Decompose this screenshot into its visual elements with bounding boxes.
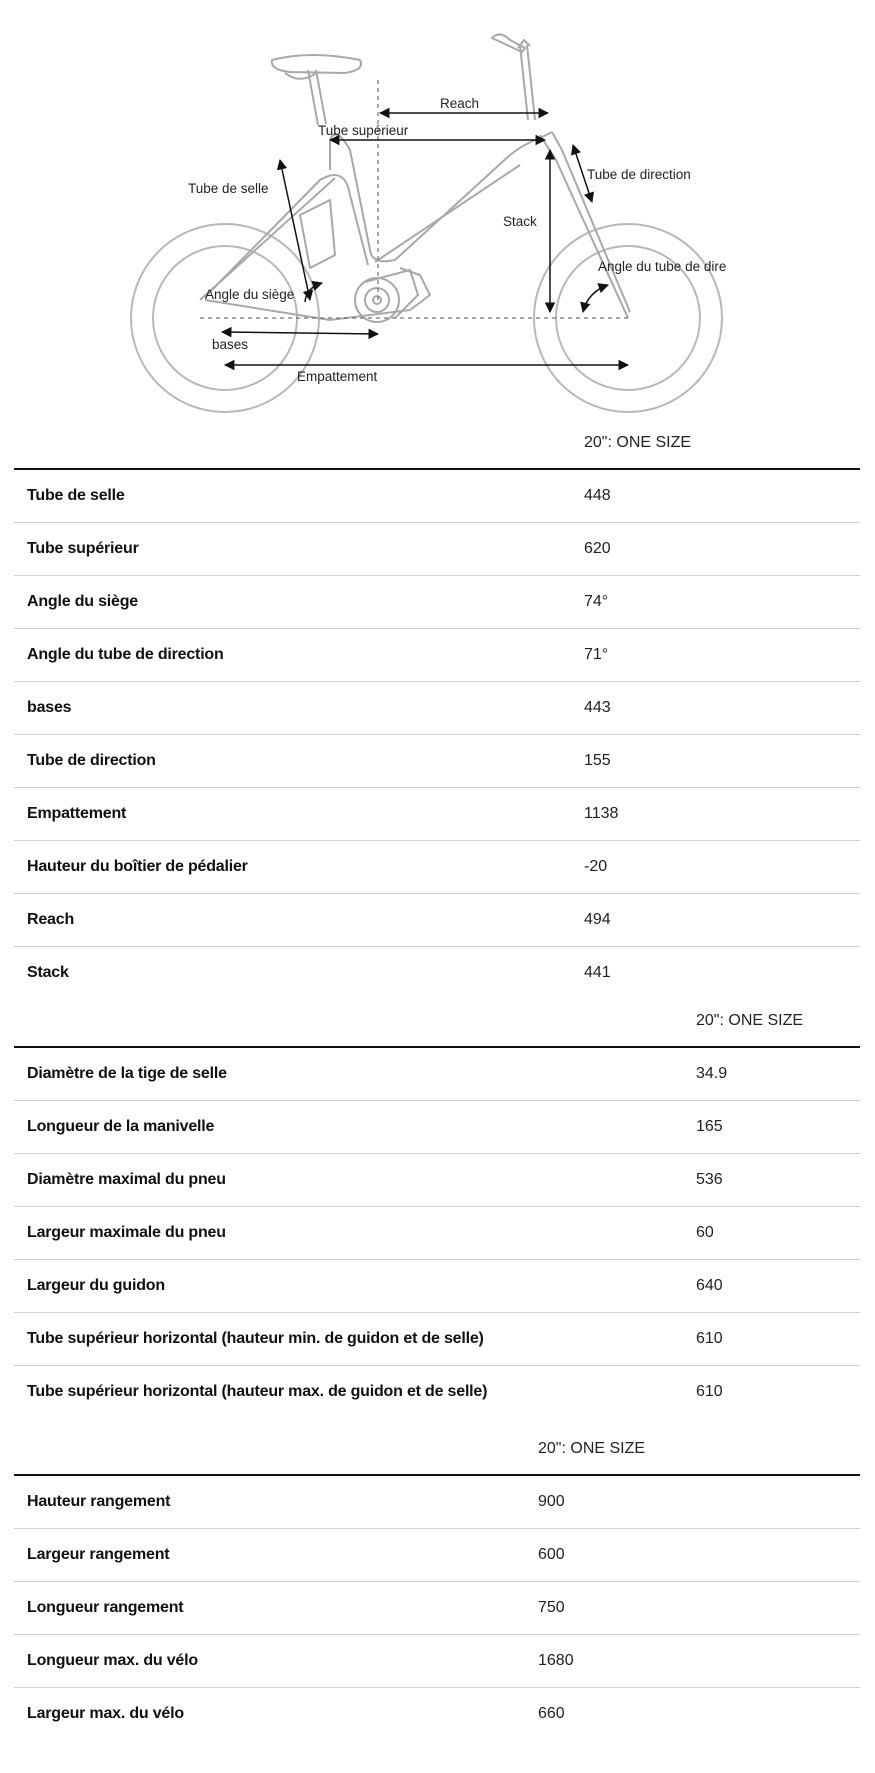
label-reach: Reach: [440, 96, 480, 111]
bike-drawing: [0, 0, 875, 430]
table-row: [14, 1688, 860, 1741]
row-value: 620: [584, 523, 860, 576]
table-row: [14, 1101, 860, 1154]
row-label: Tube supérieur: [14, 523, 584, 576]
row-value: 443: [584, 682, 860, 735]
table-row: [14, 1260, 860, 1313]
row-label: Longueur max. du vélo: [14, 1635, 538, 1688]
row-label: Longueur rangement: [14, 1582, 538, 1635]
row-value: 165: [696, 1101, 860, 1154]
table-row: [14, 1475, 860, 1529]
head-angle-arrow: [583, 285, 608, 312]
row-label: Largeur max. du vélo: [27, 1705, 184, 1722]
size-header: 20": ONE SIZE: [538, 1424, 860, 1475]
table-row: [14, 682, 860, 735]
chainstay-arrow: [222, 332, 378, 334]
label-head-tube: Tube de direction: [587, 167, 691, 182]
row-label: Tube supérieur horizontal (hauteur max. de guidon et de selle): [27, 1383, 488, 1400]
storage-table: [14, 1424, 860, 1740]
table-row: [14, 1313, 860, 1366]
table-row: [14, 1154, 860, 1207]
row-value: -20: [584, 841, 860, 894]
row-value: 1138: [584, 788, 860, 841]
row-label: Largeur maximale du pneu: [14, 1207, 696, 1260]
label-top-tube: Tube supérieur: [318, 123, 409, 138]
label-stack: Stack: [503, 214, 537, 229]
row-label: Angle du tube de direction: [14, 629, 584, 682]
table-header-row: [14, 1424, 860, 1475]
table-row: [14, 841, 860, 894]
crankset: [355, 270, 418, 322]
row-label: Angle du siège: [14, 576, 584, 629]
row-value: 750: [538, 1582, 860, 1635]
row-value: 600: [538, 1529, 860, 1582]
row-label: Hauteur rangement: [14, 1475, 538, 1529]
table-row: [14, 735, 860, 788]
table-row: [14, 629, 860, 682]
size-header: 20": ONE SIZE: [584, 418, 860, 469]
row-value: 494: [584, 894, 860, 947]
label-seat-tube: Tube de selle: [188, 181, 269, 196]
row-label: Tube de selle: [14, 469, 584, 523]
row-label: Reach: [14, 894, 584, 947]
label-chainstays: bases: [212, 337, 249, 352]
table-row: [14, 576, 860, 629]
table-row: [14, 1047, 860, 1101]
row-label: Diamètre maximal du pneu: [14, 1154, 696, 1207]
row-value: 610: [696, 1383, 723, 1400]
row-label: Diamètre de la tige de selle: [14, 1047, 696, 1101]
row-value: 74°: [584, 576, 860, 629]
frame: [200, 34, 630, 320]
row-label: Largeur du guidon: [14, 1260, 696, 1313]
table-row: [14, 894, 860, 947]
row-value: 536: [696, 1154, 860, 1207]
row-value: 155: [584, 735, 860, 788]
table-row: [14, 788, 860, 841]
row-label: Tube de direction: [14, 735, 584, 788]
row-value: 1680: [538, 1635, 860, 1688]
row-value: 71°: [584, 629, 860, 682]
table-row: [14, 1635, 860, 1688]
table-row: [14, 1529, 860, 1582]
row-value: 60: [696, 1207, 860, 1260]
components-table: [14, 996, 860, 1418]
table-row: [14, 947, 860, 1000]
label-head-angle: Angle du tube de dire: [598, 259, 727, 274]
size-header: 20": ONE SIZE: [696, 996, 860, 1047]
row-value: 900: [538, 1475, 860, 1529]
row-value: 640: [696, 1260, 860, 1313]
row-value: 34.9: [696, 1047, 860, 1101]
table-header-row: [14, 996, 860, 1047]
table-row: [14, 1207, 860, 1260]
row-label: Stack: [27, 964, 69, 981]
row-value: 441: [584, 964, 611, 981]
row-label: Longueur de la manivelle: [14, 1101, 696, 1154]
row-value: 448: [584, 469, 860, 523]
table-header-row: [14, 418, 860, 469]
row-label: Hauteur du boîtier de pédalier: [14, 841, 584, 894]
row-value: 660: [538, 1705, 565, 1722]
row-label: Empattement: [14, 788, 584, 841]
row-label: Tube supérieur horizontal (hauteur min. de guidon et de selle): [14, 1313, 696, 1366]
row-value: 610: [696, 1313, 860, 1366]
table-row: [14, 469, 860, 523]
label-wheelbase: Empattement: [297, 369, 378, 384]
bike-geometry-diagram: [0, 0, 875, 430]
table-row: [14, 523, 860, 576]
geometry-table: [14, 418, 860, 999]
row-label: bases: [14, 682, 584, 735]
table-row: [14, 1582, 860, 1635]
label-seat-angle: Angle du siège: [205, 287, 295, 302]
row-label: Largeur rangement: [14, 1529, 538, 1582]
table-row: [14, 1366, 860, 1419]
